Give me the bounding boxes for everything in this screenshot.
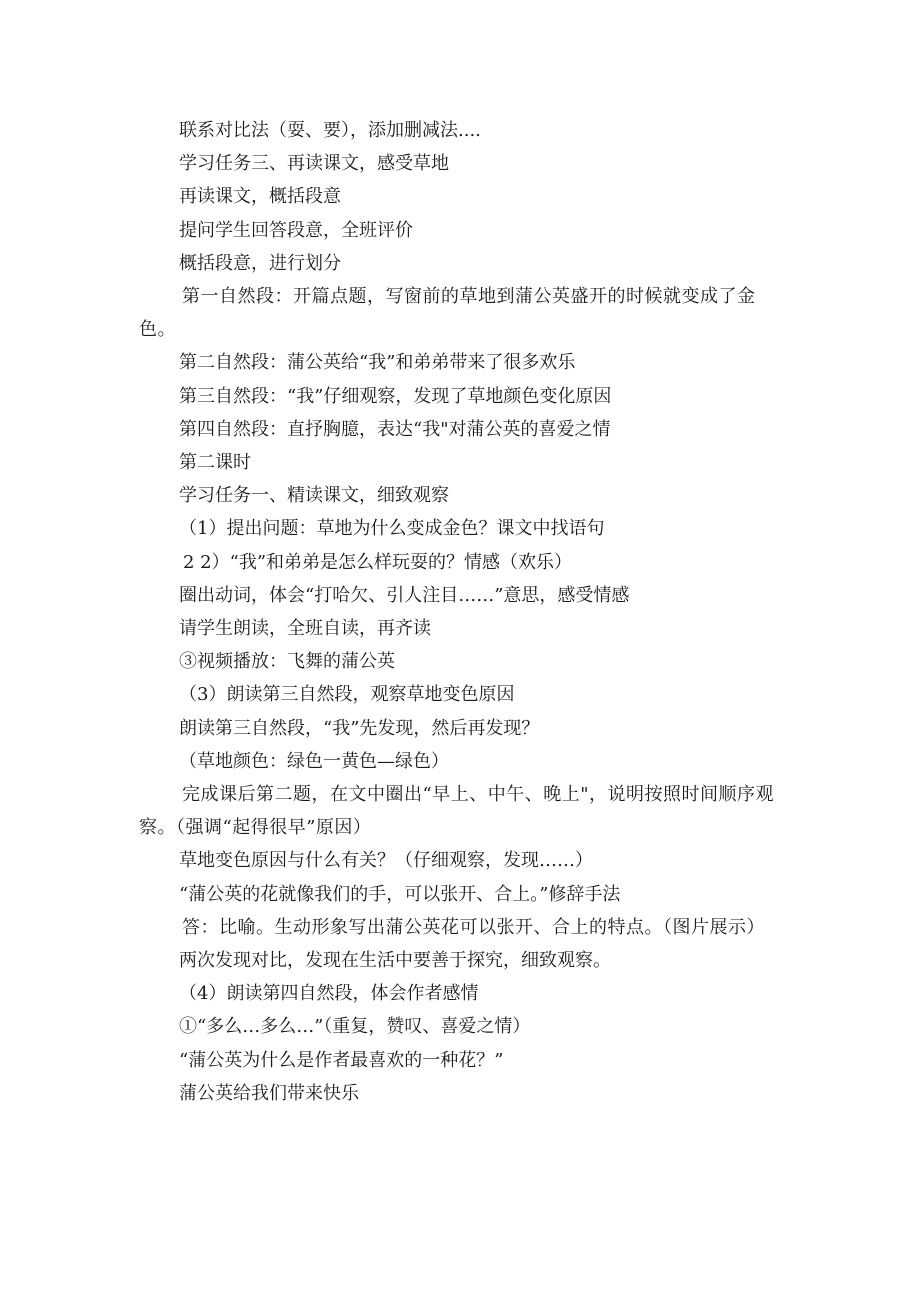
document-body — [139, 114, 789, 1110]
text-line: ③视频播放：飞舞的蒲公英 — [179, 651, 395, 673]
lesson-heading: 第二课时 — [179, 452, 251, 474]
text-line: （3）朗读第三自然段，观察草地变色原因 — [179, 684, 515, 706]
section-heading: 学习任务一、精读课文，细致观察 — [179, 485, 449, 507]
paragraph-4-summary: 第四自然段：直抒胸臆，表达“我"对蒲公英的喜爱之情 — [179, 418, 611, 440]
text-line: 联系对比法（耍、要），添加删减法.... — [179, 120, 481, 141]
text-line: 提问学生回答段意，全班评价 — [179, 219, 413, 241]
text-line: 蒲公英给我们带来快乐 — [179, 1082, 359, 1104]
text-line: 两次发现对比，发现在生活中要善于探究，细致观察。 — [179, 950, 611, 972]
text-line: 朗读第三自然段，“我”先发现，然后再发现？ — [179, 717, 540, 739]
text-line: （1）提出问题：草地为什么变成金色？课文中找语句 — [179, 518, 605, 540]
text-paragraph: 答：比喻。生动形象写出蒲公英花可以张开、合上的特点。（图片展示） — [182, 916, 765, 938]
paragraph-3-summary: 第三自然段：“我”仔细观察，发现了草地颜色变化原因 — [179, 385, 612, 407]
text-line: 概括段意，进行划分 — [179, 252, 341, 274]
section-heading: 学习任务三、再读课文，感受草地 — [179, 153, 449, 175]
text-line: 圈出动词，体会“打哈欠、引人注目……”意思，感受情感 — [179, 584, 630, 606]
paragraph-2-summary: 第二自然段：蒲公英给“我”和弟弟带来了很多欢乐 — [179, 352, 576, 374]
text-paragraph: 完成课后第二题，在文中圈出“早上、中午、晚上"，说明按照时间顺序观察。（强调“起得很早”原因） — [139, 784, 774, 839]
text-line: （草地颜色：绿色一黄色—绿色） — [179, 750, 449, 772]
text-line: 2 2）“我”和弟弟是怎么样玩耍的？情感（欢乐） — [183, 551, 573, 573]
text-line: 请学生朗读，全班自读，再齐读 — [179, 618, 431, 640]
paragraph-1-summary: 第一自然段：开篇点题，写窗前的草地到蒲公英盛开的时候就变成了金色。 — [139, 286, 756, 341]
text-line: （4）朗读第四自然段，体会作者感情 — [179, 983, 479, 1005]
text-line: 草地变色原因与什么有关？（仔细观察，发现……） — [179, 850, 593, 872]
text-line: 再读课文，概括段意 — [179, 186, 341, 208]
text-line: “蒲公英的花就像我们的手，可以张开、合上。”修辞手法 — [179, 883, 621, 905]
text-line: ①“多么…多么…”（重复，赞叹、喜爱之情） — [179, 1016, 531, 1038]
text-line: “蒲公英为什么是作者最喜欢的一种花？” — [179, 1049, 504, 1071]
